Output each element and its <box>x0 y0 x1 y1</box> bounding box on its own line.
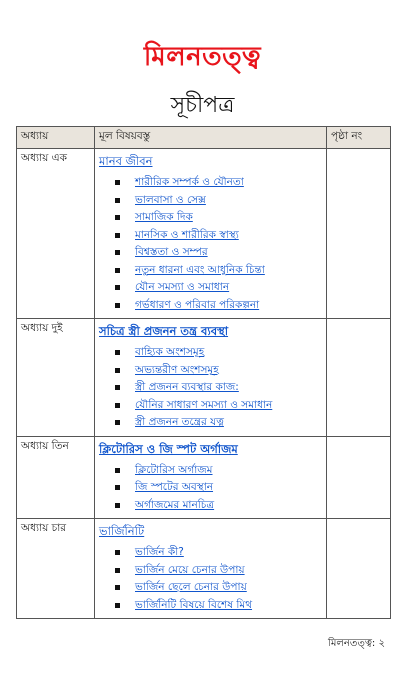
toc-link[interactable]: সামাজিক দিক <box>135 211 193 223</box>
list-item <box>99 209 322 227</box>
page-number-cell <box>327 519 391 619</box>
toc-link[interactable]: ভার্জিন মেয়ে চেনার উপায় <box>135 563 245 576</box>
square-bullet-icon <box>115 285 120 290</box>
list-item <box>99 597 322 615</box>
column-header-page: পৃষ্ঠা নং <box>327 127 391 149</box>
square-bullet-icon <box>115 468 120 473</box>
chapter-content <box>95 436 327 519</box>
list-item <box>99 562 322 580</box>
square-bullet-icon <box>115 503 120 508</box>
toc-heading: সূচীপত্র <box>170 93 235 118</box>
toc-link[interactable]: বাহ্যিক অংশসমূহ <box>135 346 205 358</box>
list-item <box>99 192 322 210</box>
list-item <box>99 362 322 380</box>
toc-link[interactable]: অর্গাজমের মানচিত্র <box>135 498 215 511</box>
toc-link[interactable]: ভার্জিন কী? <box>135 546 184 558</box>
list-item <box>99 297 322 315</box>
page-number-cell <box>327 436 391 519</box>
square-bullet-icon <box>115 180 120 185</box>
square-bullet-icon <box>115 350 120 355</box>
toc-link[interactable]: জি স্পটের অবস্থান <box>135 481 214 493</box>
chapter-row <box>17 149 391 319</box>
square-bullet-icon <box>115 250 120 255</box>
page-footer: মিলনতত্ত্ব: ২ <box>327 638 385 649</box>
square-bullet-icon <box>115 215 120 220</box>
chapter-label: অধ্যায় চার <box>17 519 95 619</box>
chapter-row <box>17 519 391 619</box>
chapter-title-link[interactable]: ক্লিটোরিস ও জি স্পট অর্গাজম <box>99 441 238 456</box>
chapter-row <box>17 436 391 519</box>
square-bullet-icon <box>115 368 120 373</box>
square-bullet-icon <box>115 403 120 408</box>
column-header-topic: মূল বিষয়বস্তু <box>95 127 327 149</box>
chapter-row <box>17 319 391 437</box>
square-bullet-icon <box>115 550 120 555</box>
square-bullet-icon <box>115 420 120 425</box>
square-bullet-icon <box>115 603 120 608</box>
column-header-chapter: অধ্যায় <box>17 127 95 149</box>
chapter-content <box>95 519 327 619</box>
square-bullet-icon <box>115 485 120 490</box>
toc-link[interactable]: ভার্জিন ছেলে চেনার উপায় <box>135 581 247 593</box>
square-bullet-icon <box>115 233 120 238</box>
toc-link[interactable]: যৌন সমস্যা ও সমাধান <box>135 281 230 293</box>
list-item <box>99 414 322 432</box>
chapter-content <box>95 149 327 319</box>
toc-header-row <box>17 127 391 149</box>
toc-link[interactable]: নতুন ধারনা এবং আধুনিক চিন্তা <box>135 263 265 276</box>
square-bullet-icon <box>115 585 120 590</box>
list-item <box>99 497 322 515</box>
toc-link[interactable]: অভ্যন্তরীণ অংশসমূহ <box>135 363 219 376</box>
toc-link[interactable]: মানসিক ও শারীরিক স্বাস্থ্য <box>135 228 239 241</box>
toc-link[interactable]: স্ত্রী প্রজনন তন্ত্রের যত্ন <box>135 416 224 428</box>
toc-link[interactable]: শারীরিক সম্পর্ক ও যৌনতা <box>135 176 244 188</box>
toc-link[interactable]: স্ত্রী প্রজনন ব্যবস্থার কাজ: <box>135 381 239 393</box>
square-bullet-icon <box>115 385 120 390</box>
square-bullet-icon <box>115 303 120 308</box>
toc-link[interactable]: ভালবাসা ও সেক্স <box>135 193 206 206</box>
toc-link[interactable]: ক্লিটোরিস অর্গাজম <box>135 463 213 476</box>
list-item <box>99 579 322 597</box>
square-bullet-icon <box>115 268 120 273</box>
chapter-content <box>95 319 327 437</box>
list-item <box>99 379 322 397</box>
chapter-title-link[interactable]: সচিত্র স্ত্রী প্রজনন তন্ত্র ব্যবস্থা <box>99 324 229 338</box>
toc-link[interactable]: গর্ভধারণ ও পরিবার পরিকল্পনা <box>135 298 260 311</box>
chapter-title-link[interactable]: মানব জীবন <box>99 154 153 168</box>
chapter-label: অধ্যায় দুই <box>17 319 95 437</box>
toc-link[interactable]: যৌনির সাধারণ সমস্যা ও সমাধান <box>135 398 273 411</box>
toc-table <box>16 126 391 619</box>
book-title: মিলনতত্ত্ব <box>143 42 262 72</box>
list-item <box>99 397 322 415</box>
page-number-cell <box>327 149 391 319</box>
toc-link[interactable]: ভার্জিনিটি বিষয়ে বিশেষ মিথ <box>135 598 253 611</box>
list-item <box>99 279 322 297</box>
chapter-label: অধ্যায় তিন <box>17 436 95 519</box>
square-bullet-icon <box>115 198 120 203</box>
toc-link[interactable]: বিশ্বস্ততা ও সম্পর <box>135 246 208 258</box>
list-item <box>99 174 322 192</box>
list-item <box>99 462 322 480</box>
list-item <box>99 344 322 362</box>
list-item <box>99 262 322 280</box>
chapter-label: অধ্যায় এক <box>17 149 95 319</box>
list-item <box>99 227 322 245</box>
list-item <box>99 544 322 562</box>
page-number-cell <box>327 319 391 437</box>
list-item <box>99 479 322 497</box>
square-bullet-icon <box>115 568 120 573</box>
chapter-title-link[interactable]: ভার্জিনিটি <box>99 524 145 538</box>
list-item <box>99 244 322 262</box>
